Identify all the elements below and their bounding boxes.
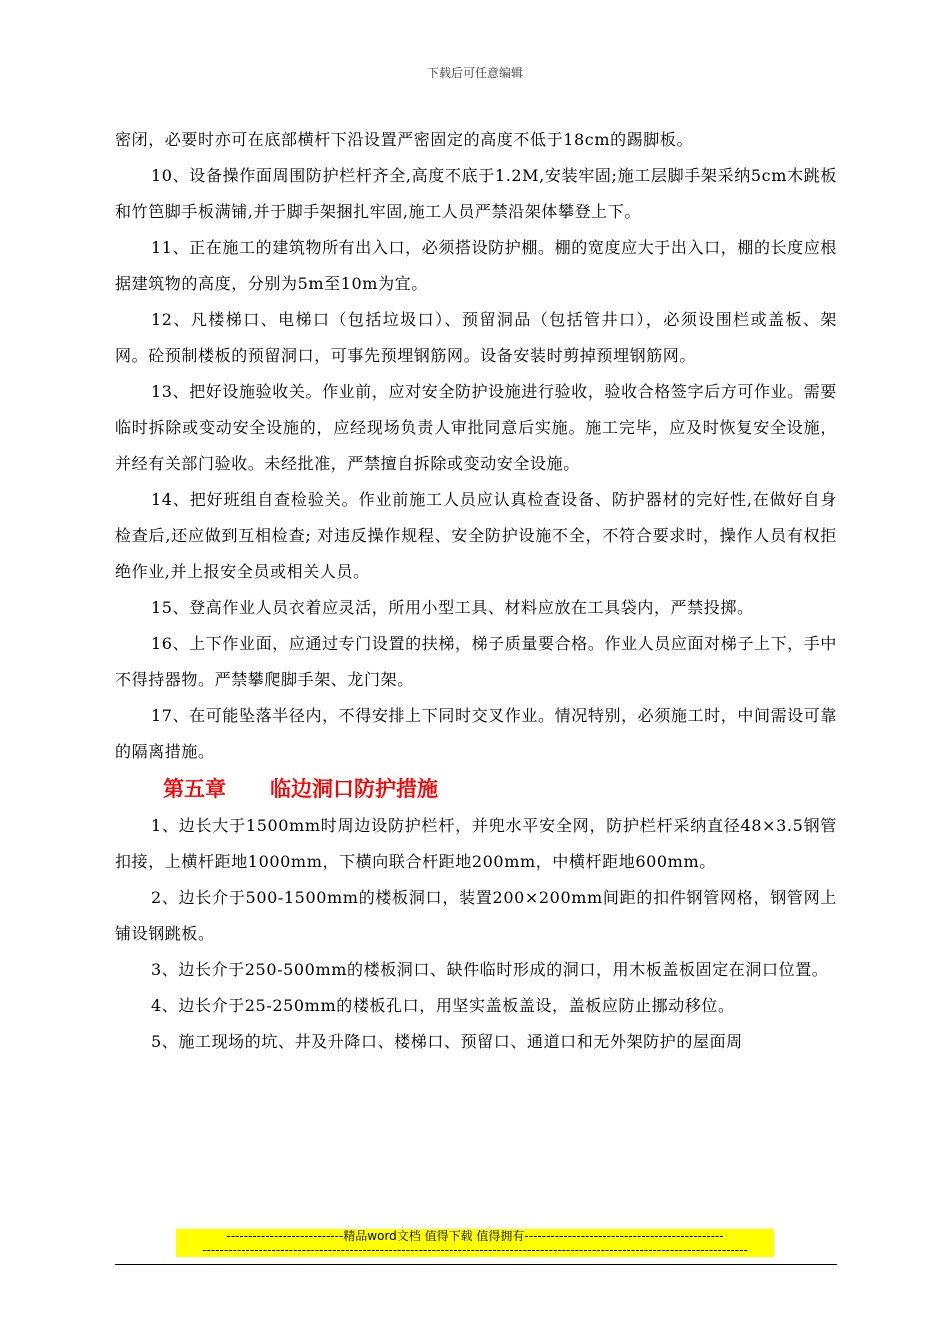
- paragraph: 17、在可能坠落半径内，不得安排上下同时交叉作业。情况特别，必须施工时，中间需设可靠的隔离措施。: [115, 706, 837, 761]
- paragraph: 密闭，必要时亦可在底部横杆下沿设置严密固定的高度不低于18cm的踢脚板。: [115, 130, 694, 149]
- chapter-heading: [115, 770, 837, 808]
- paragraph: 4、边长介于25-250mm的楼板孔口，用坚实盖板盖设，盖板应防止挪动移位。: [151, 996, 735, 1015]
- chapter-number: 第五章: [163, 777, 226, 801]
- paragraph: 5、施工现场的坑、井及升降口、楼梯口、预留口、通道口和无外架防护的屋面周: [151, 1032, 743, 1051]
- paragraph: 10、设备操作面周围防护栏杆齐全,高度不底于1.2M,安装牢固;施工层脚手架采纳5cm木跳板和竹笆脚手板满铺,并于脚手架捆扎牢固,施工人员严禁沿架体攀登上下。: [115, 166, 837, 221]
- paragraph: 11、正在施工的建筑物所有出入口，必须搭设防护棚。棚的宽度应大于出入口，棚的长度应根据建筑物的高度，分别为5m至10m为宜。: [115, 238, 837, 293]
- chapter-title: 临边洞口防护措施: [270, 777, 438, 801]
- paragraph: 1、边长大于1500mm时周边设防护栏杆，并兜水平安全网，防护栏杆采纳直径48×3.5钢管扣接，上横杆距地1000mm，下横向联合杆距地200mm，中横杆距地600mm。: [115, 816, 837, 871]
- document-body: [115, 122, 837, 1060]
- paragraph: 15、登高作业人员衣着应灵活，所用小型工具、材料应放在工具袋内，严禁投掷。: [151, 598, 754, 617]
- paragraphs-before-chapter: [115, 122, 837, 770]
- paragraph: 13、把好设施验收关。作业前，应对安全防护设施进行验收，验收合格签字后方可作业。需要临时拆除或变动安全设施的，应经现场负责人审批同意后实施。施工完毕，应及时恢复安全设施，并经有关部门验收。未经批准，严禁擅自拆除或变动安全设施。: [115, 382, 837, 473]
- paragraph: 3、边长介于250-500mm的楼板洞口、缺件临时形成的洞口，用木板盖板固定在洞口位置。: [151, 960, 829, 979]
- footer-watermark-band: [176, 1229, 774, 1257]
- paragraphs-after-chapter: [115, 808, 837, 1060]
- paragraph: 12、凡楼梯口、电梯口（包括垃圾口）、预留洞品（包括管井口），必须设围栏或盖板、架网。砼预制楼板的预留洞口，可事先预埋钢筋网。设备安装时剪掉预埋钢筋网。: [115, 310, 837, 365]
- paragraph: 2、边长介于500-1500mm的楼板洞口，装置200×200mm间距的扣件钢管网格，钢管网上铺设钢跳板。: [115, 888, 837, 943]
- footer-watermark-line-2: ------------------------------------------------------------------------------------------------------------------------------: [202, 1243, 748, 1257]
- footer-watermark-line-1: ---------------------------精品word文档 值得下载 值得拥有----------------------------------------------: [226, 1229, 724, 1243]
- footer-divider: [115, 1264, 837, 1265]
- paragraph: 16、上下作业面，应通过专门设置的扶梯，梯子质量要合格。作业人员应面对梯子上下，手中不得持器物。严禁攀爬脚手架、龙门架。: [115, 634, 837, 689]
- page-header: 下载后可任意编辑: [426, 66, 523, 80]
- paragraph: 14、把好班组自查检验关。作业前施工人员应认真检查设备、防护器材的完好性,在做好自身检查后,还应做到互相检查; 对违反操作规程、安全防护设施不全，不符合要求时，操作人员有权拒绝作业,并上报安全员或相关人员。: [115, 490, 837, 581]
